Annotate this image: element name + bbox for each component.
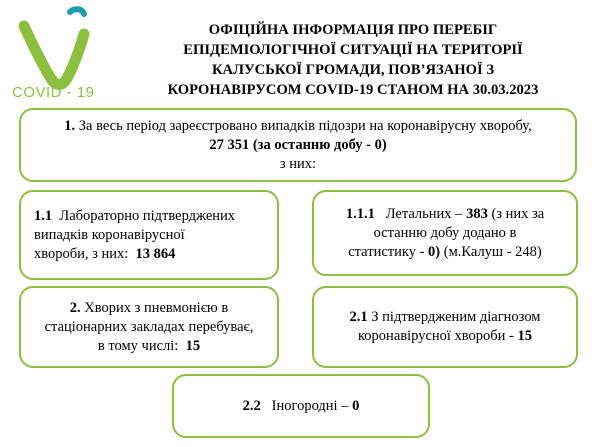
nonresident-value: 0: [352, 397, 360, 414]
deaths-label: Летальних –: [385, 205, 463, 222]
total-suspected-text: За весь період зареєстровано випадків підозри на коронавірусну хворобу,: [78, 117, 532, 134]
pneumonia-line3: в тому числі:: [97, 337, 179, 354]
deaths-line1-rest: (з них за: [491, 205, 545, 222]
item-number: 1.: [64, 117, 76, 134]
pneumonia-line1: Хворих з пневмонією в: [84, 299, 229, 316]
confirmed-diagnosis-value: 15: [517, 328, 532, 344]
lab-confirmed-line3: хвороби, з них:: [34, 245, 129, 262]
deaths-line3: статистику -: [348, 243, 425, 260]
title-line: КОРОНАВІРУСОМ COVID-19 СТАНОМ НА 30.03.2023: [167, 82, 539, 98]
total-suspected-suffix: з них:: [279, 155, 317, 172]
confirmed-diagnosis-line1: З підтвердженим діагнозом: [371, 309, 541, 325]
pneumonia-line2: стаціонарних закладах перебуває,: [44, 318, 254, 335]
confirmed-diagnosis-line2: коронавірусної хвороби -: [358, 328, 514, 344]
item-number: 2.2: [242, 397, 261, 414]
item-number: 1.1.1: [345, 205, 375, 222]
deaths-box: [312, 190, 578, 276]
total-suspected-value: 27 351 (за останню добу - 0): [209, 136, 387, 153]
item-number: 2.: [69, 299, 81, 316]
lab-confirmed-line2: випадків коронавірусної: [34, 226, 185, 243]
total-suspected-box: [19, 108, 577, 182]
lab-confirmed-line1: Лабораторно підтверджених: [59, 207, 236, 224]
confirmed-diagnosis-box: [312, 286, 578, 368]
nonresident-box: [172, 374, 430, 438]
nonresident-label: Іногородні –: [271, 397, 349, 414]
deaths-last-day-value: 0): [428, 243, 441, 260]
lab-confirmed-value: 13 864: [135, 245, 176, 262]
deaths-line2: останню добу додано в: [373, 224, 517, 241]
title-line: КАЛУСЬКОЇ ГРОМАДИ, ПОВ’ЯЗАНОЇ З: [211, 62, 495, 78]
title-line: ОФІЦІЙНА ІНФОРМАЦІЯ ПРО ПЕРЕБІГ: [208, 22, 498, 38]
deaths-value: 383: [466, 205, 488, 222]
item-number: 1.1: [34, 207, 53, 224]
pneumonia-value: 15: [185, 337, 201, 354]
logo-caption: COVID - 19: [12, 84, 95, 101]
title-line: ЕПІДЕМІОЛОГІЧНОЇ СИТУАЦІЇ НА ТЕРИТОРІЇ: [183, 42, 523, 58]
item-number: 2.1: [349, 309, 368, 325]
deaths-kalush: (м.Калуш - 248): [443, 243, 542, 260]
lab-confirmed-box: [19, 190, 279, 280]
page-title: [112, 20, 594, 100]
pneumonia-box: [19, 286, 279, 368]
